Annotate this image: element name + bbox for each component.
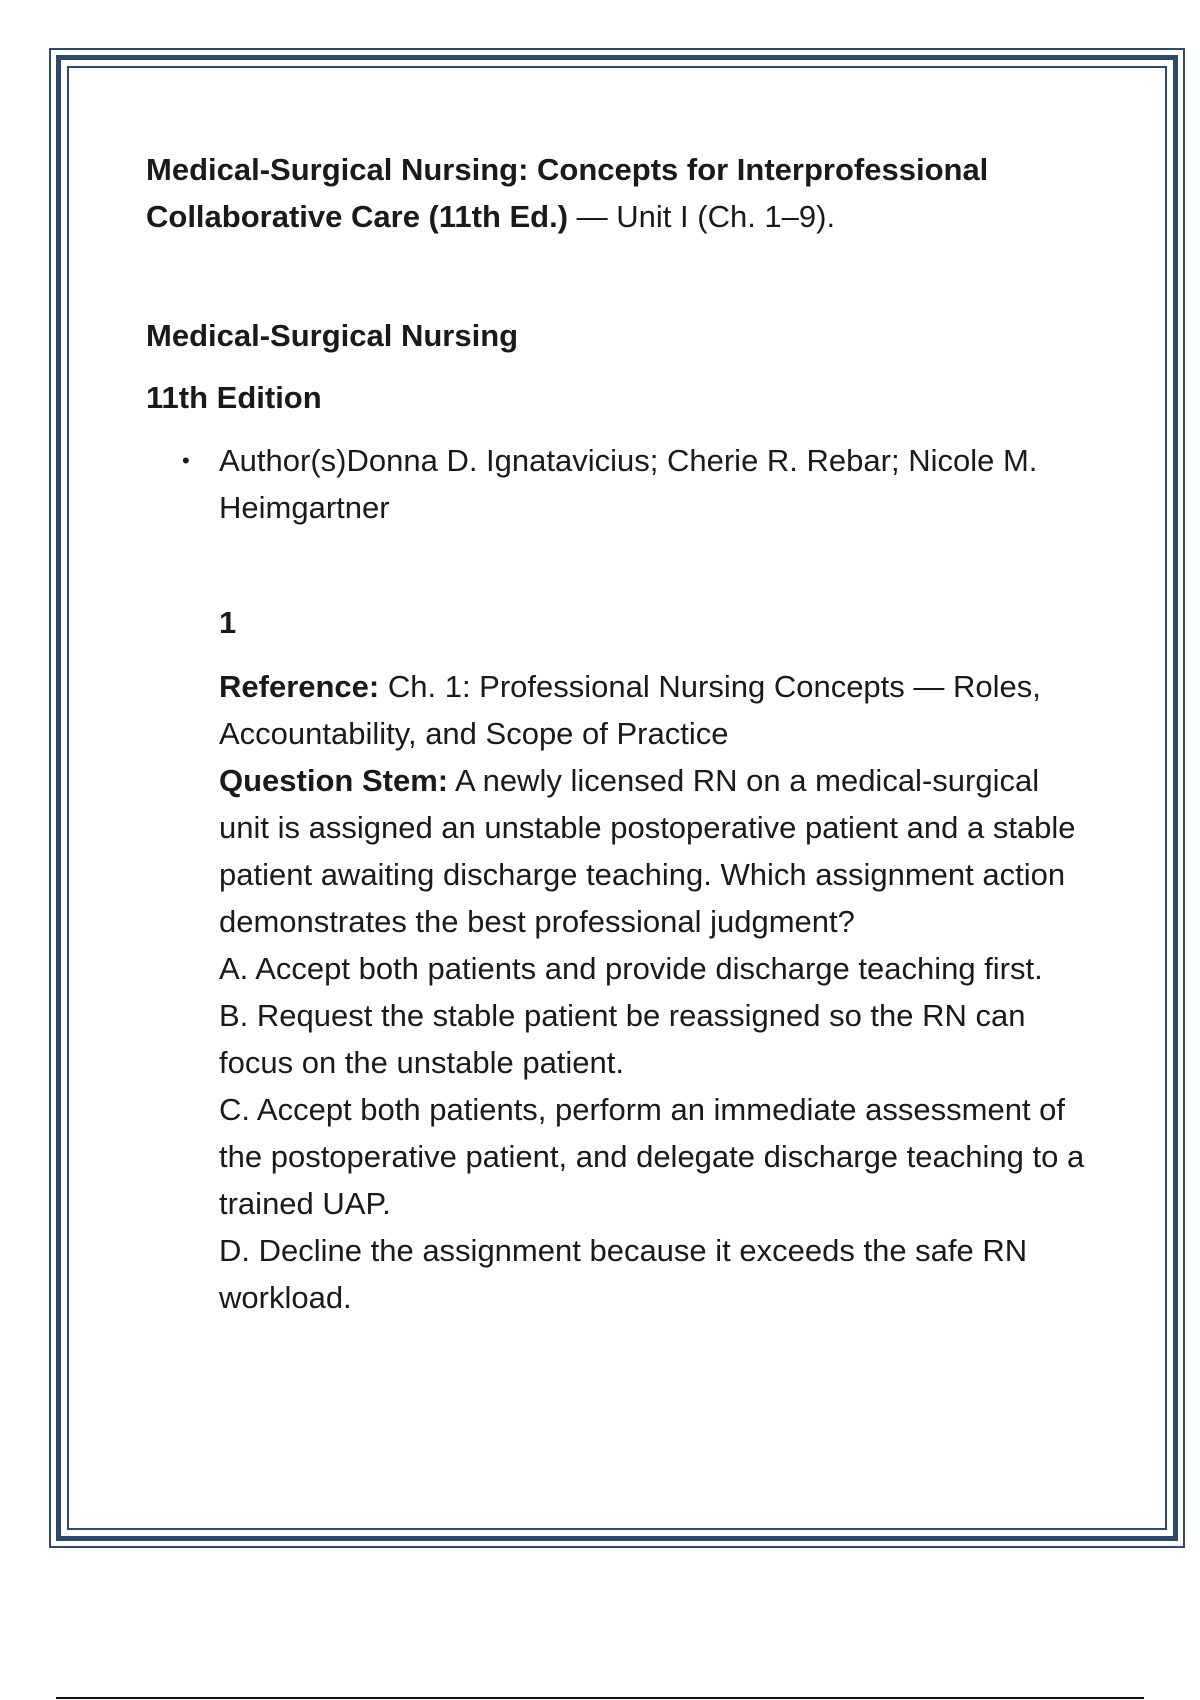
document-title [146,146,1096,240]
question-stem [219,757,1096,945]
book-edition: 11th Edition [146,380,322,415]
stem-text: A newly licensed RN on a medical-surgical unit is assigned an unstable postoperative patient and a stable patient awaiting discharge teaching. Which assignment action demonstrates the best professional judgment? [219,763,1076,939]
authors-text: Author(s)Donna D. Ignatavicius; Cherie R. Rebar; Nicole M. Heimgartner [219,443,1038,525]
reference-label: Reference: [219,669,380,704]
document-content [146,146,1096,1321]
bottom-divider [56,1697,1144,1699]
book-name: Medical-Surgical Nursing [146,318,519,353]
document-title-bold: Medical-Surgical Nursing: Concepts for Interprofessional Collaborative Care (11th Ed.) [146,152,989,234]
question-reference [219,663,1096,757]
question-number: 1 [219,605,237,640]
reference-text: Ch. 1: Professional Nursing Concepts — Roles, Accountability, and Scope of Practice [219,669,1041,751]
authors-list [146,437,1096,531]
document-title-unit: — Unit I (Ch. 1–9). [568,199,836,234]
authors-list-item [182,437,1096,531]
answer-option-b: B. Request the stable patient be reassigned so the RN can focus on the unstable patient. [219,998,1026,1080]
answer-option-a: A. Accept both patients and provide discharge teaching first. [219,951,1043,986]
answer-option-d: D. Decline the assignment because it exceeds the safe RN workload. [219,1233,1028,1315]
question-block [219,599,1096,1321]
bullet-icon: • [182,448,190,473]
stem-label: Question Stem: [219,763,449,798]
answer-option-c: C. Accept both patients, perform an immediate assessment of the postoperative patient, and delegate discharge teaching to a trained UAP. [219,1092,1085,1221]
